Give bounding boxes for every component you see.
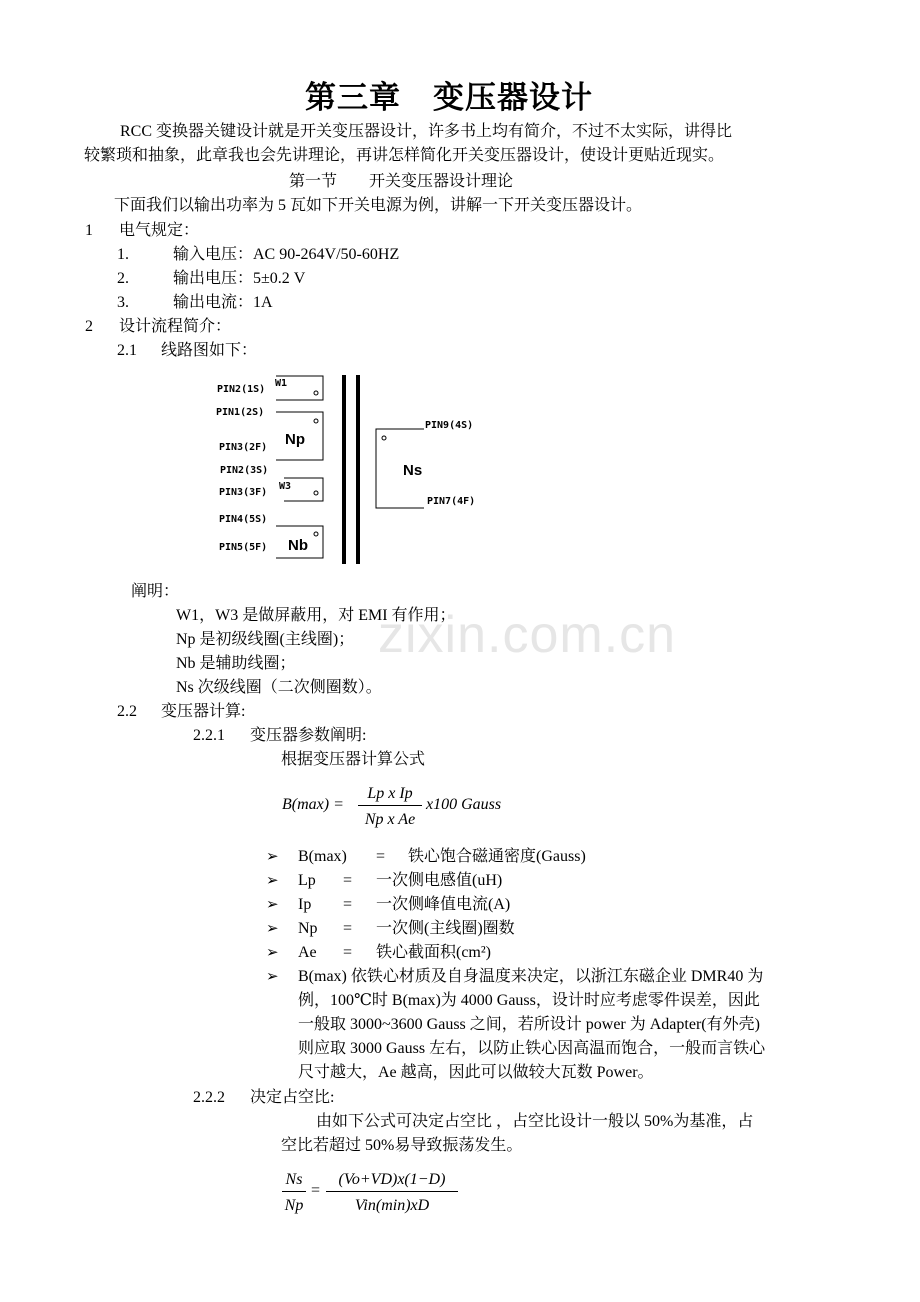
winding-label-nb: Nb [288, 537, 308, 554]
np-winding [276, 412, 323, 460]
spec-item-text: 输出电流：1A [173, 294, 273, 311]
section-heading: 第一节 开关变压器设计理论 [289, 173, 514, 190]
param-symbol: Np [298, 920, 318, 937]
explain-line: Nb 是辅助线圈； [176, 655, 296, 672]
spec-number: 1 [85, 222, 93, 239]
param-description: 铁心饱合磁通密度(Gauss) [408, 848, 586, 865]
param-description: 一次侧峰值电流(A) [376, 896, 511, 913]
subsection-number: 2.2 [117, 703, 137, 720]
core-bar-right [356, 375, 360, 564]
param-symbol: Ae [298, 944, 317, 961]
formula-rhs: x100 Gauss [426, 796, 502, 813]
formula-denominator: Vin(min)xD [354, 1197, 430, 1214]
spec-heading: 电气规定： [119, 222, 200, 239]
w3-winding [284, 478, 323, 501]
spec-item-text: 输入电压：AC 90-264V/50-60HZ [173, 246, 400, 263]
ns-winding [376, 429, 424, 508]
formula-numerator: Lp x Ip [367, 785, 413, 802]
bmax-note-line: 尺寸越大，Ae 越高，因此可以做较大瓦数 Power。 [298, 1064, 654, 1081]
example-paragraph: 下面我们以输出功率为 5 瓦如下开关电源为例，讲解一下开关变压器设计。 [114, 197, 643, 214]
subsubsection-heading: 变压器参数阐明: [250, 727, 367, 744]
param-equals: = [343, 944, 353, 961]
arrow-bullet-icon: ➢ [266, 969, 279, 985]
nb-winding [276, 526, 323, 558]
duty-text-line: 空比若超过 50%易导致振荡发生。 [281, 1137, 523, 1154]
arrow-bullet-icon: ➢ [266, 849, 279, 865]
subsection-heading: 变压器计算: [161, 703, 246, 720]
fraction-bar [326, 1191, 458, 1192]
subsubsection-heading: 决定占空比: [250, 1089, 335, 1106]
param-equals: = [343, 920, 353, 937]
formula-lhs: B(max) = [282, 796, 344, 813]
bmax-note-line: 则应取 3000 Gauss 左右，以防止铁心因高温而饱合，一般而言铁心 [298, 1040, 766, 1057]
intro-line-2: 较繁琐和抽象，此章我也会先讲理论，再讲怎样简化开关变压器设计，使设计更贴近现实。 [84, 147, 725, 164]
formula-denominator: Np x Ae [364, 811, 416, 828]
explain-line: Ns 次级线圈（二次侧圈数）。 [176, 679, 382, 696]
fraction-bar [358, 805, 422, 806]
intro-line-1: RCC 变换器关键设计就是开关变压器设计，许多书上均有简介，不过不太实际，讲得比 [120, 123, 733, 140]
pin-label: PIN1(2S) [216, 407, 265, 418]
bmax-note-line: B(max) 依铁心材质及自身温度来决定，以浙江东磁企业 DMR40 为 [298, 968, 764, 985]
formula-intro: 根据变压器计算公式 [281, 751, 426, 768]
param-equals: = [343, 872, 353, 889]
winding-label-ns: Ns [403, 462, 423, 479]
pin-label: PIN3(3F) [219, 487, 268, 498]
flow-heading: 设计流程简介： [119, 318, 232, 335]
spec-item-number: 1. [117, 246, 129, 263]
pin-label: PIN9(4S) [425, 420, 474, 431]
param-equals: = [343, 896, 353, 913]
subsubsection-number: 2.2.2 [193, 1089, 225, 1106]
pin-label: PIN4(5S) [219, 514, 268, 525]
param-description: 一次侧电感值(uH) [376, 872, 503, 889]
param-description: 一次侧(主线圈)圈数 [376, 920, 515, 937]
page-title: 第三章 变压器设计 [305, 80, 593, 115]
param-symbol: B(max) [298, 848, 347, 865]
winding-label-w1: W1 [275, 378, 288, 389]
arrow-bullet-icon: ➢ [266, 897, 279, 913]
winding-label-np: Np [285, 431, 305, 448]
explain-heading: 阐明： [131, 583, 180, 600]
flow-number: 2 [85, 318, 93, 335]
pin-label: PIN2(1S) [217, 384, 266, 395]
core-bar-left [342, 375, 346, 564]
subsection-heading: 线路图如下： [161, 342, 258, 359]
pin-label: PIN7(4F) [427, 496, 476, 507]
spec-item-text: 输出电压：5±0.2 V [173, 270, 306, 287]
duty-text-line: 由如下公式可决定占空比 ，占空比设计一般以 50%为基准，占 [316, 1113, 754, 1130]
winding-label-w3: W3 [279, 481, 292, 492]
w1-winding [276, 376, 323, 400]
pin-label: PIN2(3S) [220, 465, 269, 476]
pin-label: PIN5(5F) [219, 542, 268, 553]
formula-lhs-numerator: Ns [285, 1171, 303, 1188]
formula-lhs-denominator: Np [284, 1197, 304, 1214]
spec-item-number: 3. [117, 294, 129, 311]
formula-numerator: (Vo+VD)x(1−D) [338, 1171, 446, 1188]
param-description: 铁心截面积(cm²) [376, 944, 492, 961]
arrow-bullet-icon: ➢ [266, 873, 279, 889]
explain-line: W1，W3 是做屏蔽用，对 EMI 有作用； [176, 607, 456, 624]
explain-line: Np 是初级线圈(主线圈)； [176, 631, 355, 648]
param-equals: = [376, 848, 386, 865]
spec-item-number: 2. [117, 270, 129, 287]
pin-label: PIN3(2F) [219, 442, 268, 453]
fraction-bar [282, 1191, 306, 1192]
param-symbol: Lp [298, 872, 316, 889]
arrow-bullet-icon: ➢ [266, 945, 279, 961]
subsubsection-number: 2.2.1 [193, 727, 225, 744]
formula-equals: = [311, 1182, 321, 1199]
watermark: zixin.com.cn [378, 606, 677, 664]
bmax-note-line: 一般取 3000~3600 Gauss 之间，若所设计 power 为 Adapter(有外壳) [298, 1016, 760, 1033]
arrow-bullet-icon: ➢ [266, 921, 279, 937]
param-symbol: Ip [298, 896, 312, 913]
bmax-note-line: 例，100℃时 B(max)为 4000 Gauss，设计时应考虑零件误差，因此 [298, 992, 760, 1009]
subsection-number: 2.1 [117, 342, 137, 359]
